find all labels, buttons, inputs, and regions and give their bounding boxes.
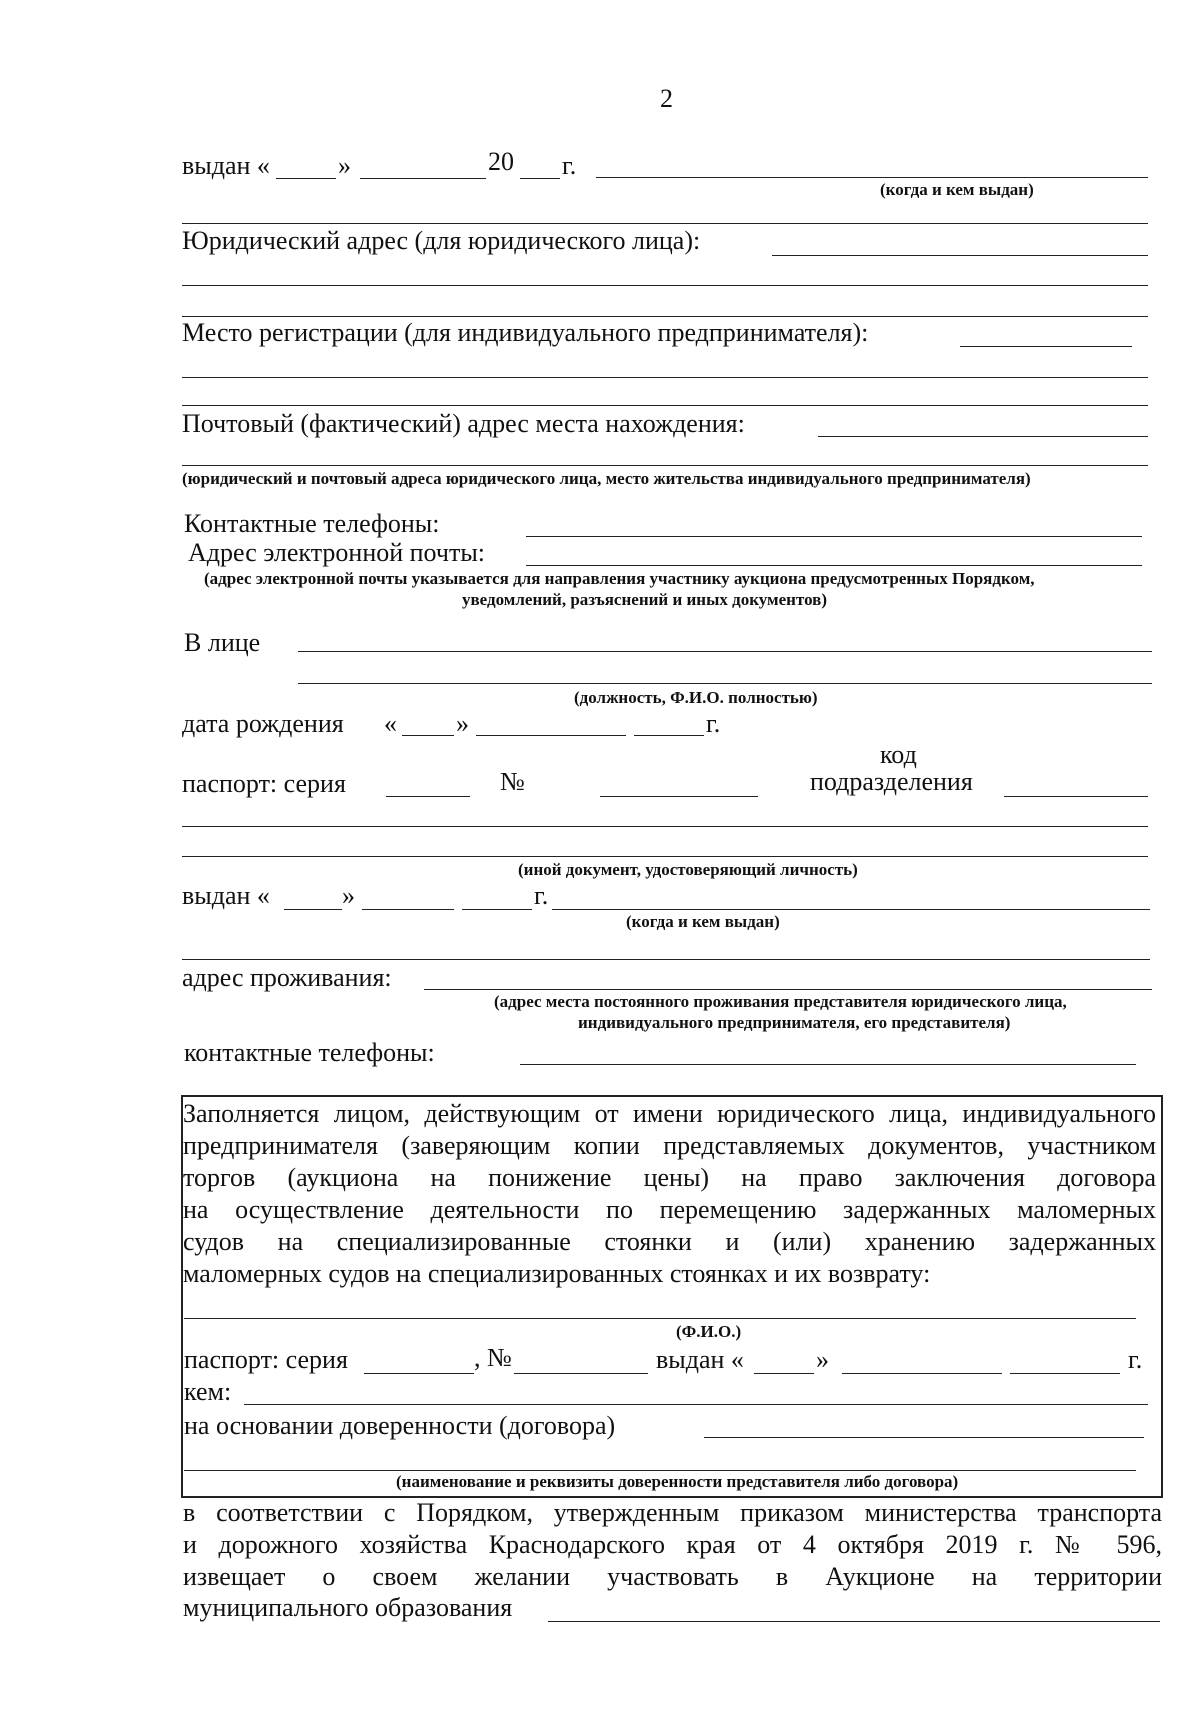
legal-address-line[interactable] — [772, 255, 1148, 256]
in-person-line[interactable] — [298, 651, 1152, 652]
box-line-5: судов на специализированные стоянки и (или) хранению задержанных — [183, 1227, 1156, 1256]
rep-issued-caption: (когда и кем выдан) — [626, 912, 780, 931]
box-issued-day-line[interactable] — [754, 1373, 814, 1374]
rep-phones-label: контактные телефоны: — [184, 1038, 435, 1067]
in-person-line-2[interactable] — [298, 683, 1152, 684]
box-number-line[interactable] — [514, 1373, 648, 1374]
issued-year-suffix: г. — [562, 151, 577, 180]
postal-address-line[interactable] — [818, 436, 1148, 437]
birth-open-quote: « — [384, 709, 397, 738]
passport-number-label: № — [500, 767, 525, 796]
residence-caption-2: индивидуального предпринимателя, его представителя) — [578, 1013, 1011, 1032]
legal-address-line-3[interactable] — [182, 316, 1148, 317]
rep-issued-day-line[interactable] — [284, 909, 342, 910]
issued-close-quote: » — [338, 151, 351, 180]
other-doc-caption: (иной документ, удостоверяющий личность) — [518, 860, 858, 879]
legal-address-line-2[interactable] — [182, 285, 1148, 286]
position-caption: (должность, Ф.И.О. полностью) — [574, 688, 818, 707]
registration-place-line[interactable] — [960, 346, 1132, 347]
issued-extra-line[interactable] — [182, 223, 1148, 224]
rep-issued-year-suffix: г. — [534, 881, 549, 910]
box-fio-line[interactable] — [184, 1318, 1136, 1319]
legal-address-label: Юридический адрес (для юридического лица): — [182, 226, 701, 255]
email-caption-2: уведомлений, разъяснений и иных документов) — [462, 590, 828, 609]
issued-caption: (когда и кем выдан) — [880, 180, 1034, 199]
closing-line-3: извещает о своем желании участвовать в Аукционе на территории — [183, 1562, 1162, 1591]
box-power-line[interactable] — [704, 1437, 1144, 1438]
box-passport-label: паспорт: серия — [184, 1345, 348, 1374]
contact-phones-line[interactable] — [526, 536, 1142, 537]
box-line-2: предпринимателя (заверяющим копии представляемых документов, участником — [183, 1131, 1156, 1160]
registration-place-label: Место регистрации (для индивидуального предпринимателя): — [182, 318, 869, 347]
rep-issued-by-line[interactable] — [552, 909, 1150, 910]
passport-number-line[interactable] — [600, 796, 758, 797]
issued-day-line[interactable] — [276, 178, 336, 179]
rep-issued-close-quote: » — [342, 881, 355, 910]
issued-year-line[interactable] — [520, 178, 560, 179]
birth-day-line[interactable] — [402, 735, 454, 736]
issued-month-line[interactable] — [360, 178, 486, 179]
subdivision-code-line[interactable] — [1004, 796, 1148, 797]
residence-label: адрес проживания: — [182, 963, 392, 992]
rep-issued-extra-line[interactable] — [182, 959, 1150, 960]
issued-by-line[interactable] — [596, 177, 1148, 178]
box-by-whom-line[interactable] — [244, 1404, 1148, 1405]
box-number-label: , № — [474, 1343, 512, 1372]
rep-phones-line[interactable] — [520, 1064, 1136, 1065]
birth-month-line[interactable] — [476, 735, 626, 736]
box-issued-month-line[interactable] — [842, 1373, 1002, 1374]
birth-close-quote: » — [456, 709, 469, 738]
registration-place-line-3[interactable] — [182, 405, 1148, 406]
other-doc-line-2[interactable] — [182, 856, 1148, 857]
passport-series-line[interactable] — [386, 796, 470, 797]
box-passport-series-line[interactable] — [364, 1373, 474, 1374]
box-issued-close-quote: » — [816, 1345, 829, 1374]
box-year-suffix: г. — [1128, 1345, 1143, 1374]
birth-date-label: дата рождения — [182, 709, 344, 738]
issued-label: выдан « — [182, 151, 270, 180]
postal-address-line-2[interactable] — [182, 465, 1148, 466]
postal-address-label: Почтовый (фактический) адрес места нахождения: — [182, 409, 745, 438]
issued-year-prefix: 20 — [488, 147, 514, 176]
rep-issued-label: выдан « — [182, 881, 270, 910]
email-caption-1: (адрес электронной почты указывается для направления участнику аукциона предусмотренных Порядком, — [204, 569, 1035, 588]
contact-phones-label: Контактные телефоны: — [184, 509, 440, 538]
email-line[interactable] — [526, 565, 1142, 566]
box-issued-label: выдан « — [656, 1345, 744, 1374]
postal-address-caption: (юридический и почтовый адреса юридического лица, место жительства индивидуального предпринимателя) — [182, 469, 1031, 488]
registration-place-line-2[interactable] — [182, 377, 1148, 378]
other-doc-line-1[interactable] — [182, 826, 1148, 827]
residence-caption-1: (адрес места постоянного проживания представителя юридического лица, — [494, 992, 1067, 1011]
passport-series-label: паспорт: серия — [182, 769, 346, 798]
code-label-1: код — [880, 740, 917, 769]
closing-last-line: муниципального образования — [183, 1593, 513, 1622]
rep-issued-month-line[interactable] — [362, 909, 454, 910]
birth-year-suffix: г. — [706, 709, 721, 738]
box-power-caption: (наименование и реквизиты доверенности представителя либо договора) — [396, 1472, 959, 1491]
birth-year-line[interactable] — [634, 735, 704, 736]
closing-line-2: и дорожного хозяйства Краснодарского края от 4 октября 2019 г. № 596, — [183, 1530, 1162, 1559]
box-by-whom-label: кем: — [184, 1377, 232, 1406]
closing-line-1: в соответствии с Порядком, утвержденным приказом министерства транспорта — [183, 1498, 1162, 1527]
municipality-line[interactable] — [548, 1621, 1160, 1622]
box-power-line-2[interactable] — [184, 1470, 1136, 1471]
residence-line[interactable] — [424, 989, 1152, 990]
email-label: Адрес электронной почты: — [188, 538, 486, 567]
box-line-1: Заполняется лицом, действующим от имени юридического лица, индивидуального — [183, 1099, 1156, 1128]
box-line-4: на осуществление деятельности по перемещению задержанных маломерных — [183, 1195, 1156, 1224]
page-number: 2 — [660, 84, 673, 113]
box-power-label: на основании доверенности (договора) — [184, 1411, 616, 1440]
in-person-label: В лице — [184, 628, 261, 657]
box-line-6: маломерных судов на специализированных стоянках и их возврату: — [183, 1259, 931, 1288]
code-label-2: подразделения — [810, 767, 973, 796]
box-line-3: торгов (аукциона на понижение цены) на право заключения договора — [183, 1163, 1156, 1192]
box-fio-caption: (Ф.И.О.) — [676, 1322, 742, 1341]
box-issued-year-line[interactable] — [1010, 1373, 1120, 1374]
rep-issued-year-line[interactable] — [462, 909, 532, 910]
